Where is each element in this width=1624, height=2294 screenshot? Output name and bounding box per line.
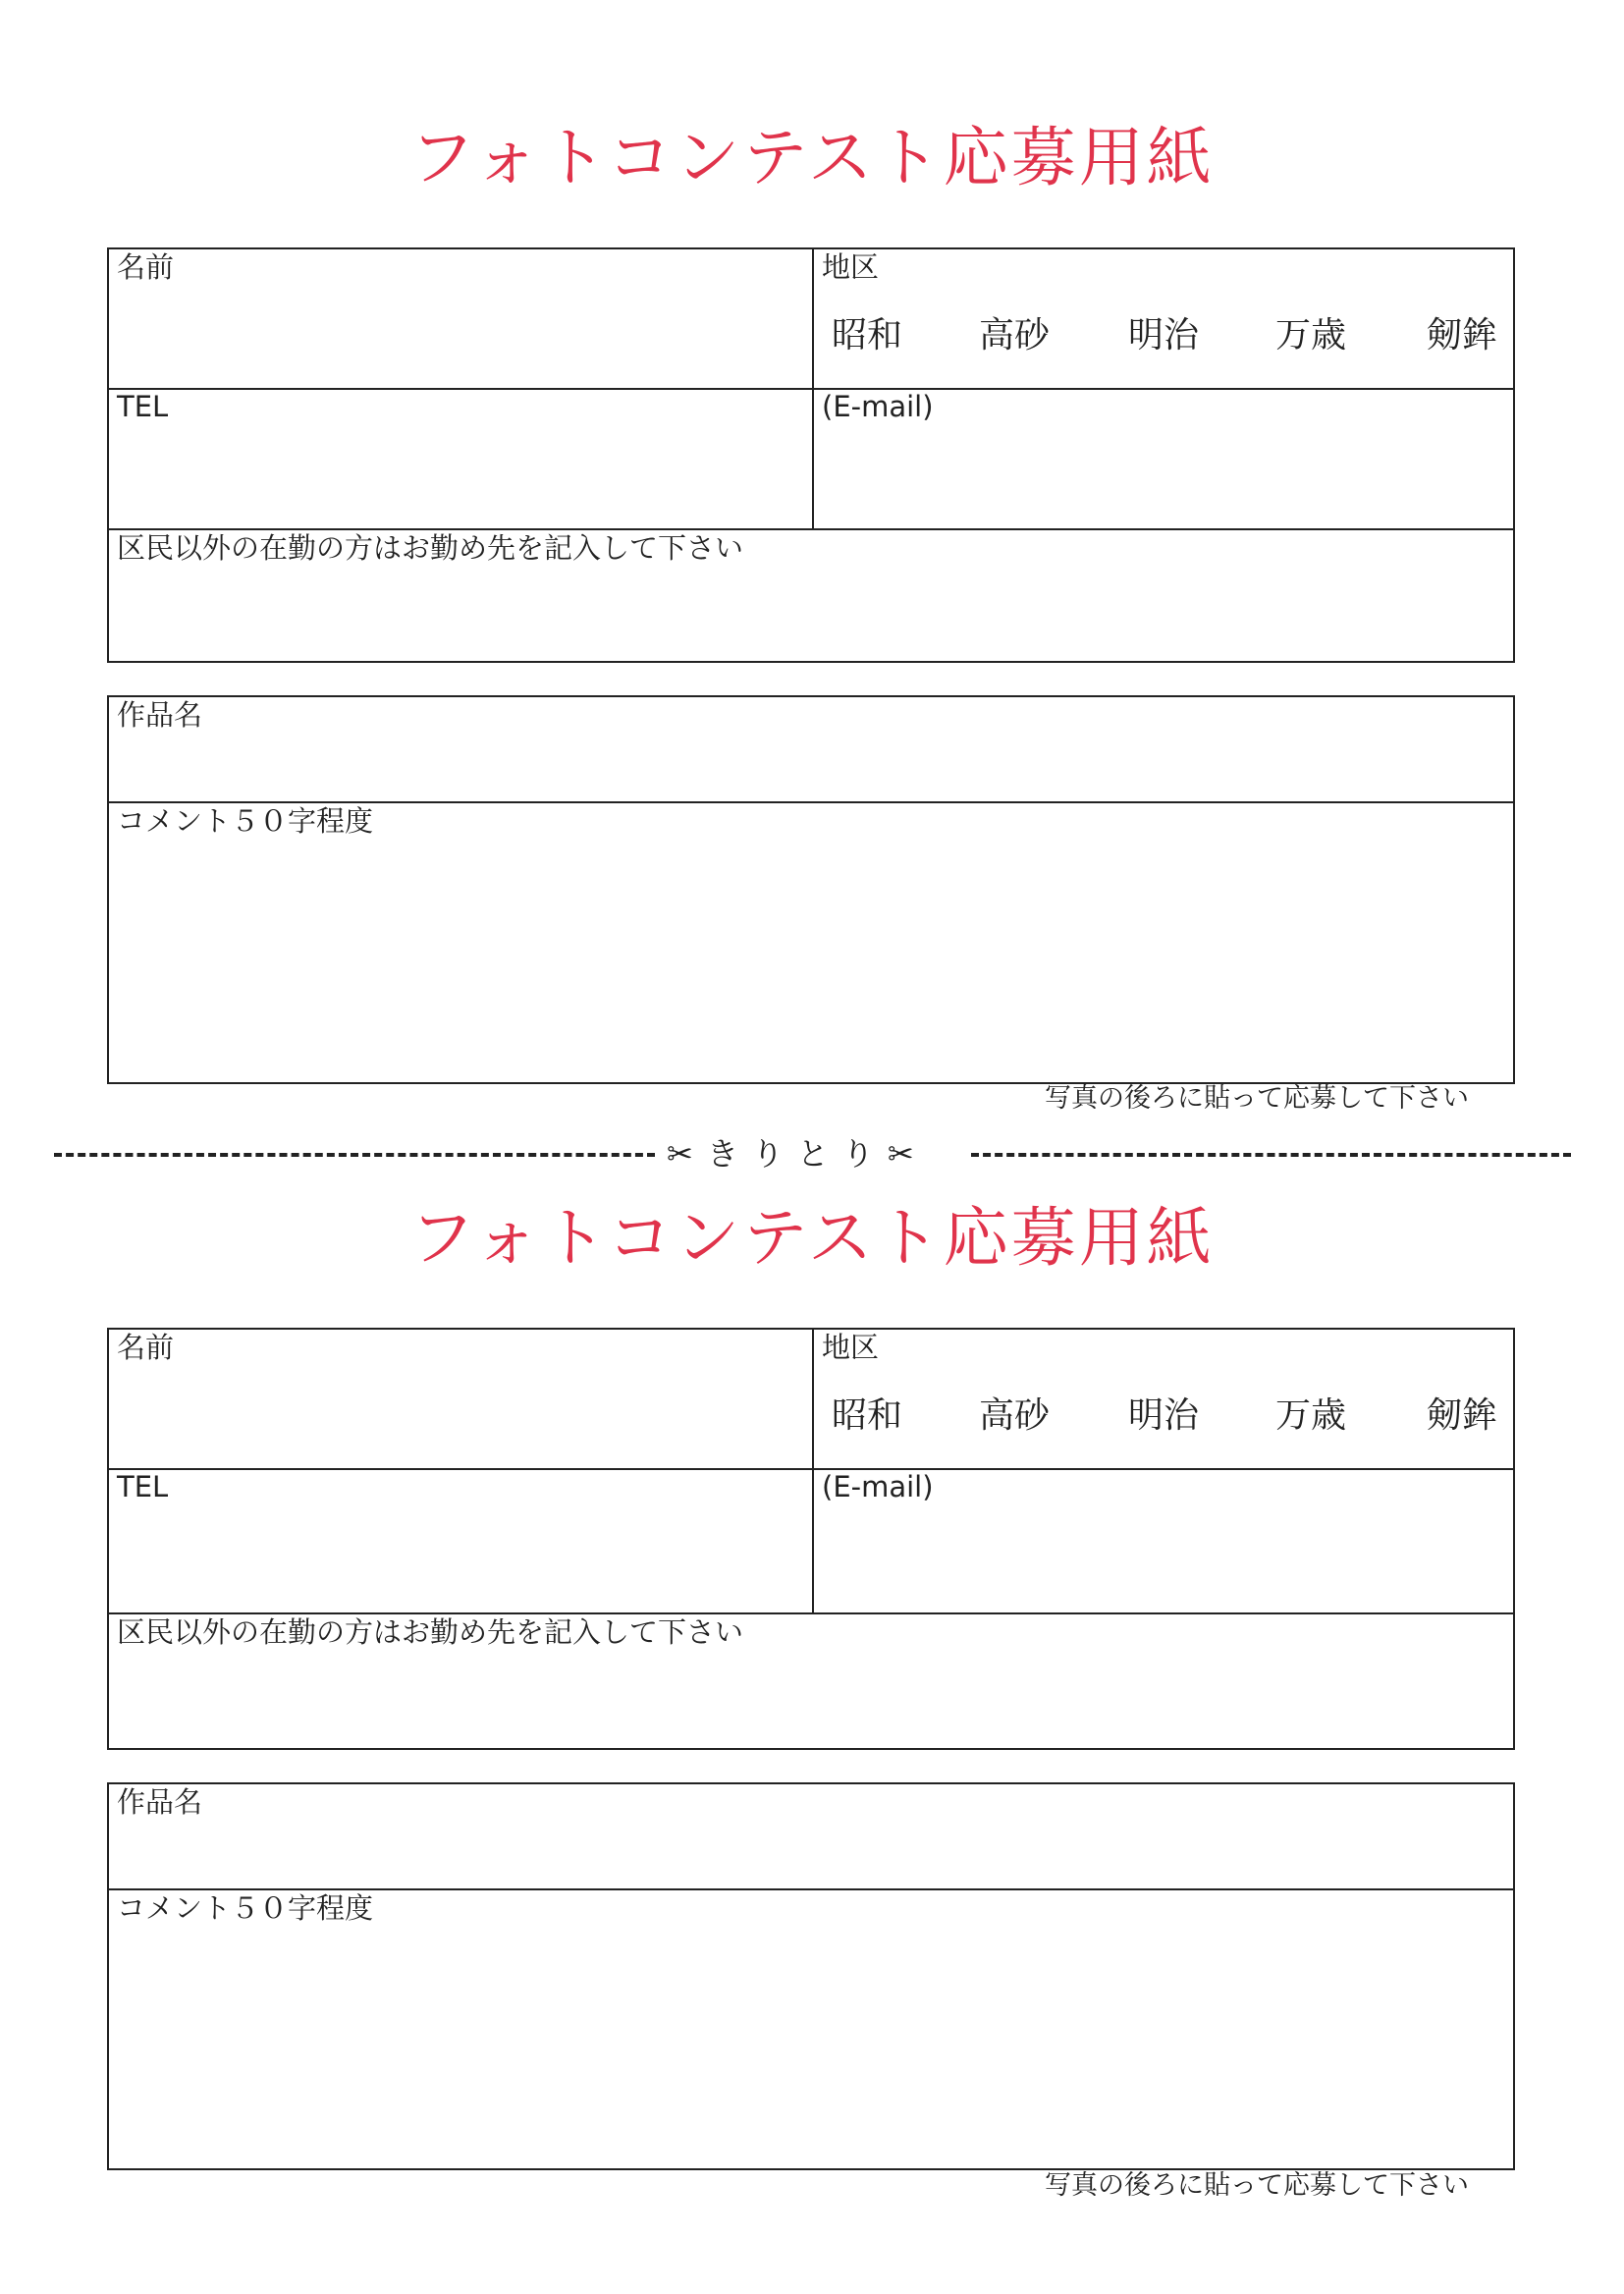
cut-line <box>54 1134 1571 1174</box>
column-divider <box>812 249 814 530</box>
scissors-icon: ✂ <box>667 1135 707 1173</box>
row-divider <box>109 801 1513 803</box>
tel-field[interactable] <box>119 1508 806 1607</box>
row-divider <box>109 1468 1513 1470</box>
row-divider <box>109 1612 1513 1614</box>
district-option-kenboko[interactable]: 剱鉾 <box>1427 315 1498 355</box>
district-option-banzai[interactable]: 万歳 <box>1275 315 1347 355</box>
row-divider <box>109 388 1513 390</box>
work-info-table <box>107 1782 1515 2170</box>
tel-label: TEL <box>117 1470 169 1503</box>
work-title-field[interactable] <box>119 1824 1503 1883</box>
form-title: フォトコンテスト応募用紙 <box>409 120 1215 195</box>
cut-label: きりとり <box>706 1135 888 1173</box>
row-divider <box>109 528 1513 530</box>
workplace-field[interactable] <box>119 570 1503 658</box>
paste-note: 写真の後ろに貼って応募して下さい <box>1045 1083 1469 1114</box>
email-label: (E-mail) <box>822 1470 934 1503</box>
row-divider <box>109 1888 1513 1890</box>
district-label: 地区 <box>822 250 880 284</box>
workplace-label: 区民以外の在勤の方はお勤め先を記入して下さい <box>117 531 744 565</box>
district-option-takasago[interactable]: 高砂 <box>979 315 1051 355</box>
applicant-info-table <box>107 1328 1515 1750</box>
dashed-line-left <box>54 1153 655 1157</box>
work-title-label: 作品名 <box>117 1785 203 1819</box>
district-option-takasago[interactable]: 高砂 <box>979 1395 1051 1436</box>
work-title-label: 作品名 <box>117 698 203 732</box>
name-label: 名前 <box>117 250 175 284</box>
district-option-meiji[interactable]: 明治 <box>1128 1395 1200 1436</box>
name-field[interactable] <box>119 1369 806 1463</box>
workplace-field[interactable] <box>119 1654 1503 1744</box>
tel-label: TEL <box>117 390 169 423</box>
district-label: 地区 <box>822 1331 880 1364</box>
scissors-icon: ✂ <box>887 1135 928 1173</box>
district-option-kenboko[interactable]: 剱鉾 <box>1427 1395 1498 1436</box>
cut-text-group <box>667 1134 928 1174</box>
applicant-info-table <box>107 247 1515 663</box>
comment-label: コメント５０字程度 <box>117 1891 374 1925</box>
email-field[interactable] <box>824 428 1511 522</box>
name-label: 名前 <box>117 1331 175 1364</box>
workplace-label: 区民以外の在勤の方はお勤め先を記入して下さい <box>117 1615 744 1649</box>
district-option-showa[interactable]: 昭和 <box>832 315 903 355</box>
comment-label: コメント５０字程度 <box>117 804 374 838</box>
form-title: フォトコンテスト応募用紙 <box>409 1200 1215 1276</box>
comment-field[interactable] <box>119 1932 1503 2163</box>
district-option-meiji[interactable]: 明治 <box>1128 315 1200 355</box>
email-label: (E-mail) <box>822 390 934 423</box>
work-info-table <box>107 695 1515 1084</box>
email-field[interactable] <box>824 1508 1511 1607</box>
district-option-showa[interactable]: 昭和 <box>832 1395 903 1436</box>
comment-field[interactable] <box>119 845 1503 1076</box>
paste-note: 写真の後ろに貼って応募して下さい <box>1045 2170 1469 2201</box>
dashed-line-right <box>971 1153 1571 1157</box>
district-option-banzai[interactable]: 万歳 <box>1275 1395 1347 1436</box>
name-field[interactable] <box>119 289 806 383</box>
work-title-field[interactable] <box>119 737 1503 795</box>
tel-field[interactable] <box>119 428 806 522</box>
column-divider <box>812 1330 814 1614</box>
